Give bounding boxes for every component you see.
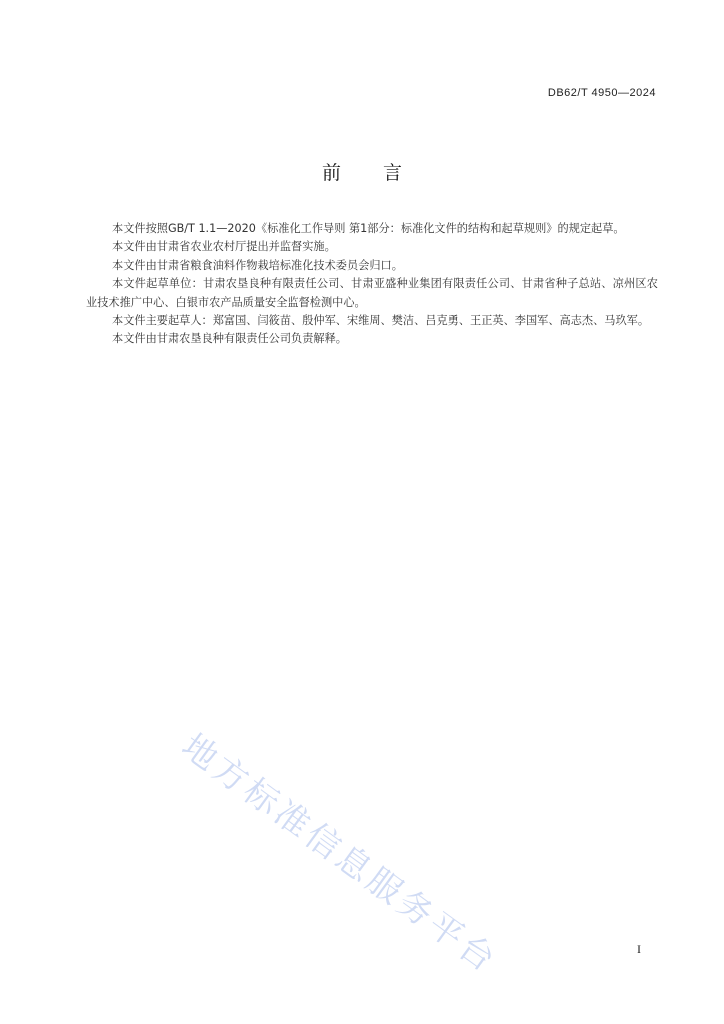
paragraph-proposer: 本文件由甘肃省农业农村厅提出并监督实施。 xyxy=(112,240,336,254)
paragraph-drafting-units: 本文件起草单位：甘肃农垦良种有限责任公司、甘肃亚盛种业集团有限责任公司、甘肃省种子总站、凉州区农业技术推广中心、白银市农产品质量安全监督检测中心。 xyxy=(86,277,658,309)
page-title: 前言 xyxy=(321,162,444,184)
paragraph-drafting-rules: 本文件按照GB/T 1.1—2020《标准化工作导则 第1部分：标准化文件的结构和起草规则》的规定起草。 xyxy=(112,222,625,235)
paragraph-responsible-committee: 本文件由甘肃省粮食油料作物栽培标准化技术委员会归口。 xyxy=(112,258,403,272)
standard-code: DB62/T 4950—2024 xyxy=(547,87,656,99)
preface-body xyxy=(86,220,658,349)
watermark: 地方标准信息服务平台 xyxy=(174,726,506,982)
page-number: I xyxy=(637,942,641,956)
paragraph-main-drafters: 本文件主要起草人：郑富国、闫筱苗、殷仲军、宋维周、樊洁、吕克勇、王正英、李国军、高志杰、马玖军。 xyxy=(112,314,650,328)
paragraph-interpretation: 本文件由甘肃农垦良种有限责任公司负责解释。 xyxy=(112,332,347,346)
